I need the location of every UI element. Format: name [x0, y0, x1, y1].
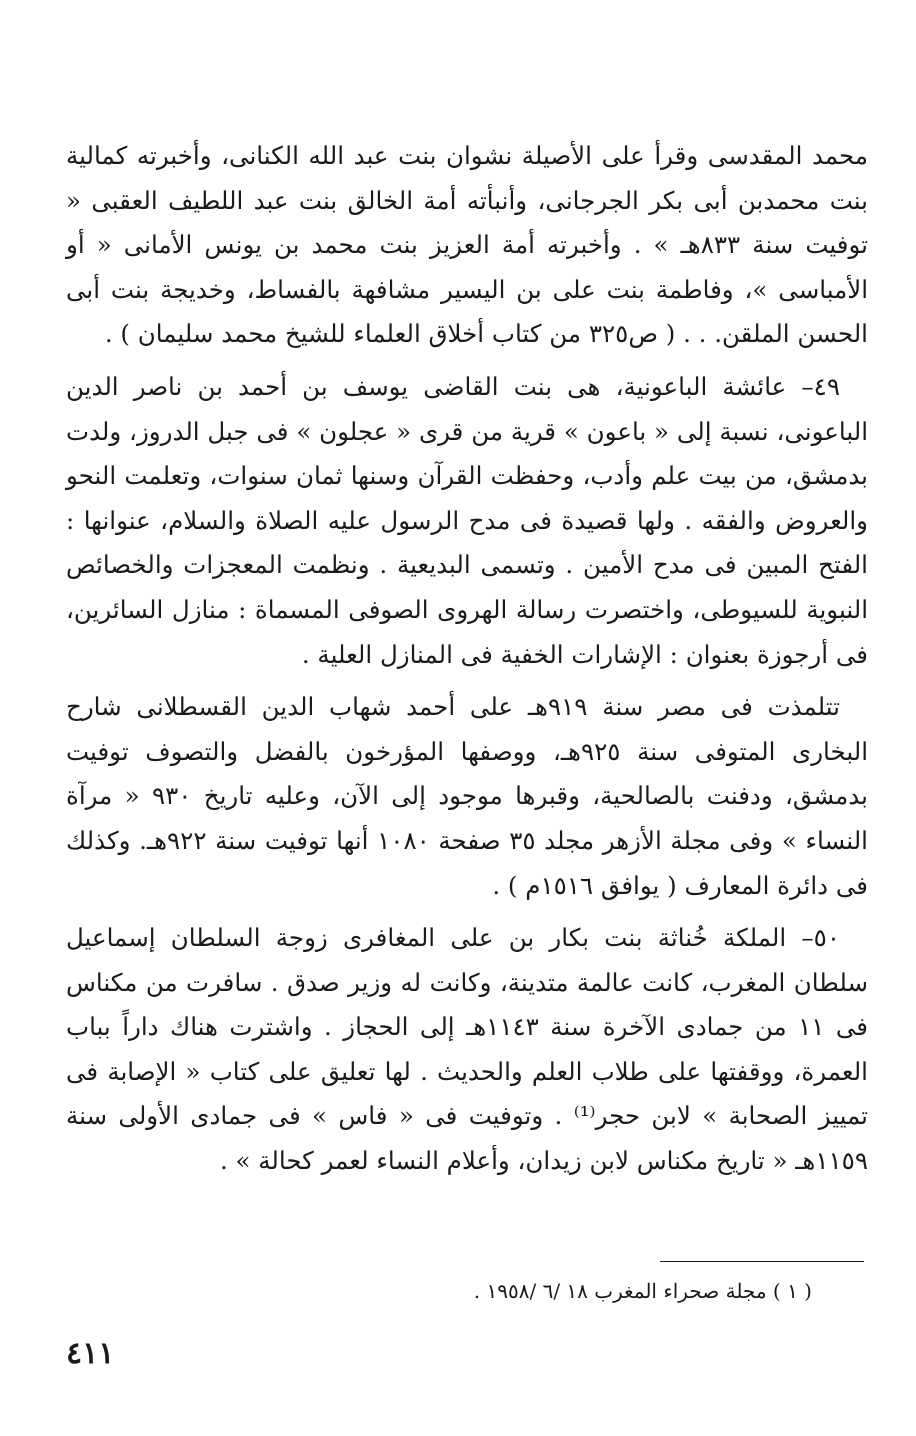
paragraph-entry-49: ٤٩– عائشة الباعونية، هى بنت القاضى يوسف بن أحمد بن ناصر الدين الباعونى، نسبة إلى « باعون » قرية من قرى « عجلون » فى جبل الدروز، ولدت بدمشق، من بيت علم وأدب، وحفظت القرآن وسنها ثمان سنوات، وتعلمت النحو والعروض والفقه . ولها قصيدة فى مدح الرسول عليه الصلاة والسلام، عنوانها : الفتح المبين فى مدح الأمين . وتسمى البديعية . ونظمت المعجزات والخصائص النبوية للسيوطى، واختصرت رسالة الهروى الصوفى المسماة : منازل السائرين، فى أرجوزة بعنوان : الإشارات الخفية فى المنازل العلية .	[66, 371, 868, 669]
footnote-divider	[660, 1261, 864, 1262]
footnote: ( ١ ) مجلة صحراء المغرب ١٨ /٦ /١٩٥٨ .	[473, 1279, 812, 1303]
paragraph-entry-50: ٥٠– الملكة خُناثة بنت بكار بن على المغافرى زوجة السلطان إسماعيل سلطان المغرب، كانت عالمة متدينة، وكانت له وزير صدق . سافرت من مكناس فى ١١ من جمادى الآخرة سنة ١١٤٣هـ إلى الحجاز . واشترت هناك داراً بباب العمرة، ووقفتها على طلاب العلم والحديث . لها تعليق على كتاب « الإصابة فى تمييز الصحابة » لابن حجر⁽¹⁾ . وتوفيت فى « فاس » فى جمادى الأولى سنة ١١٥٩هـ « تاريخ مكناس لابن زيدان، وأعلام النساء لعمر كحالة » .	[66, 923, 868, 1176]
page-number: ٤١١	[66, 1336, 115, 1371]
body-text	[66, 134, 868, 1184]
paragraph-continuation: محمد المقدسى وقرأ على الأصيلة نشوان بنت عبد الله الكنانى، وأخبرته كمالية بنت محمدبن أبى بكر الجرجانى، وأنبأته أمة الخالق بنت عبد اللطيف العقبى « توفيت سنة ٨٣٣هـ » . وأخبرته أمة العزيز بنت محمد بن يونس الأمانى « أو الأمباسى »، وفاطمة بنت على بن اليسير مشافهة بالفساط، وخديجة بنت أبى الحسن الملقن. . . ( ص٣٢٥ من كتاب أخلاق العلماء للشيخ محمد سليمان ) .	[66, 141, 868, 349]
paragraph-entry-49-continued: تتلمذت فى مصر سنة ٩١٩هـ على أحمد شهاب الدين القسطلانى شارح البخارى المتوفى سنة ٩٢٥هـ، ووصفها المؤرخون بالفضل والتصوف توفيت بدمشق، ودفنت بالصالحية، وقبرها موجود إلى الآن، وعليه تاريخ ٩٣٠ « مرآة النساء » وفى مجلة الأزهر مجلد ٣٥ صفحة ١٠٨٠ أنها توفيت سنة ٩٢٢هـ. وكذلك فى دائرة المعارف ( يوافق ١٥١٦م ) .	[66, 692, 869, 900]
